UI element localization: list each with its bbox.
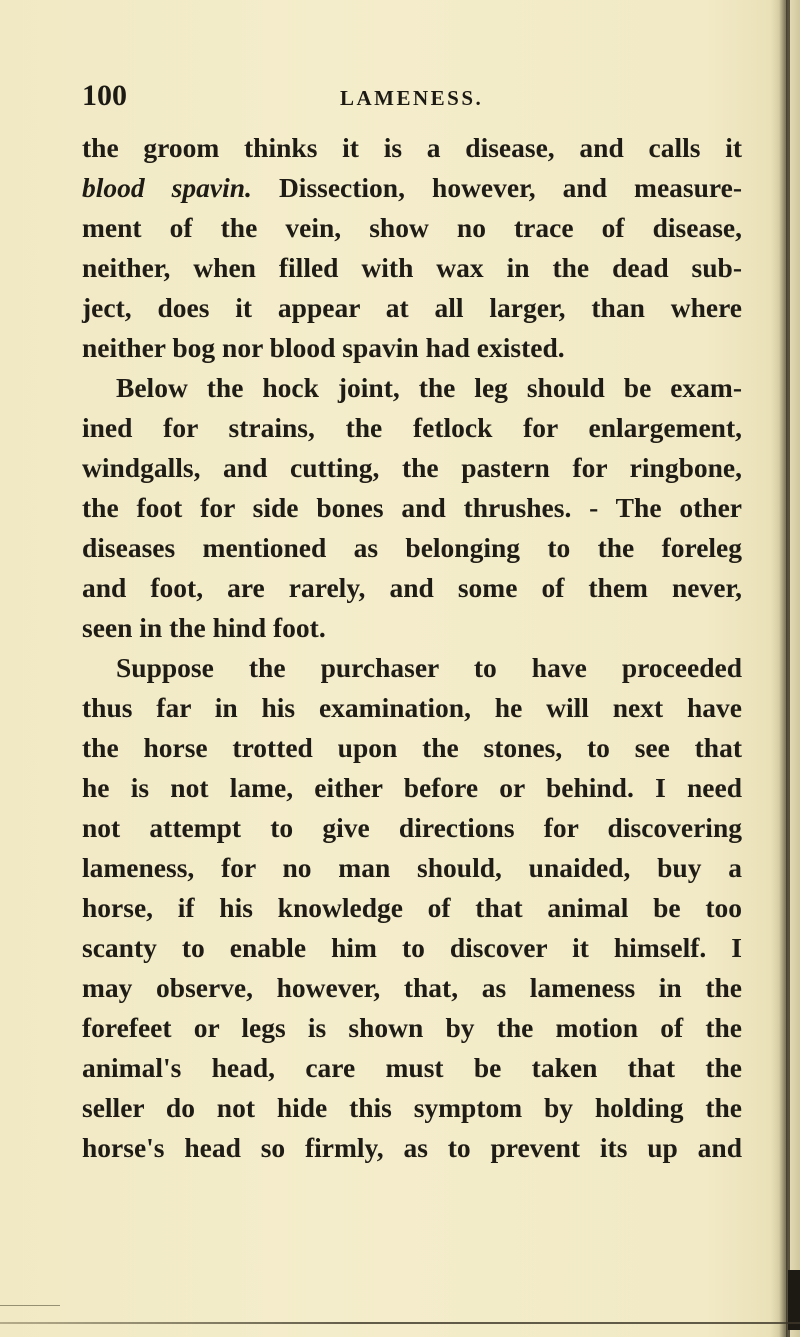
text-line: horse's head so firmly, as to prevent its up and — [82, 1132, 742, 1163]
text-line: not attempt to give directions for discovering — [82, 812, 742, 843]
text-line: horse, if his knowledge of that animal be too — [82, 892, 742, 923]
text-line: may observe, however, that, as lameness in the — [82, 972, 742, 1003]
text-line: and foot, are rarely, and some of them never, — [82, 572, 742, 603]
text-line: the foot for side bones and thrushes. - The other — [82, 492, 742, 523]
text-line: thus far in his examination, he will next have — [82, 692, 742, 723]
text-line: ment of the vein, show no trace of disease, — [82, 212, 742, 243]
text-line: animal's head, care must be taken that the — [82, 1052, 742, 1083]
page-header — [82, 76, 722, 116]
text-line: he is not lame, either before or behind. I need — [82, 772, 742, 803]
text-line: neither, when filled with wax in the dead sub- — [82, 252, 742, 283]
page-bottom-edge — [0, 1322, 800, 1324]
text-line: lameness, for no man should, unaided, buy a — [82, 852, 742, 883]
text-line: the horse trotted upon the stones, to see that — [82, 732, 742, 763]
text-line: neither bog nor blood spavin had existed. — [82, 332, 565, 363]
binding-edge-dark-block — [788, 1270, 800, 1330]
text-line: scanty to enable him to discover it himself. I — [82, 932, 742, 963]
paragraph-start-line: Suppose the purchaser to have proceeded — [116, 652, 742, 683]
text-line: forefeet or legs is shown by the motion of the — [82, 1012, 742, 1043]
binding-edge — [786, 0, 790, 1337]
text-line: the groom thinks it is a disease, and calls it — [82, 132, 742, 163]
text-line: blood spavin. Dissection, however, and measure- — [82, 172, 742, 203]
paragraph-start-line: Below the hock joint, the leg should be exam- — [116, 372, 742, 403]
text-line: ject, does it appear at all larger, than where — [82, 292, 742, 323]
running-head: LAMENESS. — [340, 86, 484, 110]
italic-term: blood spavin. — [82, 172, 252, 203]
page-gutter-shadow — [770, 0, 800, 1337]
body-text — [82, 128, 742, 1168]
text-line: seen in the hind foot. — [82, 612, 326, 643]
text-line: diseases mentioned as belonging to the foreleg — [82, 532, 742, 563]
page-number: 100 — [82, 79, 127, 112]
text-line: seller do not hide this symptom by holding the — [82, 1092, 742, 1123]
text-line: windgalls, and cutting, the pastern for ringbone, — [82, 452, 742, 483]
text-line: ined for strains, the fetlock for enlargement, — [82, 412, 742, 443]
page-bottom-edge-mark — [0, 1305, 60, 1306]
